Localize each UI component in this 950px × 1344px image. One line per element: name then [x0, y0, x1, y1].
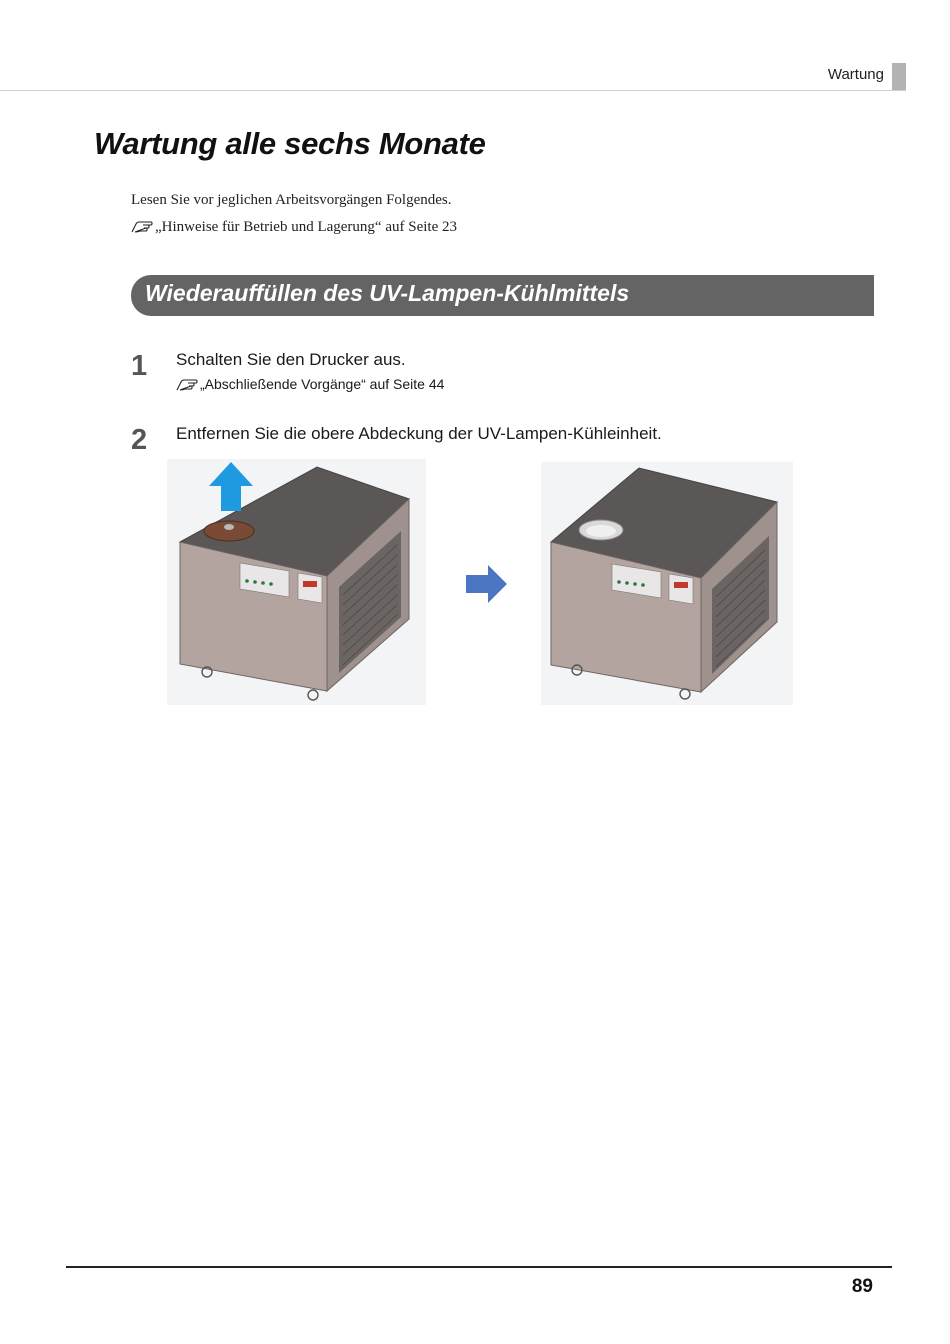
section-title: Wiederauffüllen des UV-Lampen-Kühlmittels: [145, 280, 630, 306]
step-number: 2: [131, 424, 148, 456]
footer-divider: [66, 1266, 892, 1268]
figure-chiller-open-port: [541, 462, 793, 710]
header-tab-marker: [892, 63, 906, 90]
intro-reference-text: „Hinweise für Betrieb und Lagerung“ auf Seite 23: [155, 219, 457, 235]
step-text: Schalten Sie den Drucker aus.: [176, 350, 406, 369]
pointing-hand-icon: [131, 216, 153, 243]
right-arrow-icon: [466, 565, 508, 608]
intro-block: [131, 187, 457, 243]
figure-chiller-cover-removal: [167, 459, 426, 710]
page-number: 89: [851, 1276, 873, 1297]
step-reference-text: „Abschließende Vorgänge“ auf Seite 44: [200, 376, 445, 392]
header-divider: [0, 90, 906, 91]
step-number: 1: [131, 350, 148, 382]
page-title: Wartung alle sechs Monate: [94, 126, 486, 161]
step-reference-link[interactable]: [176, 376, 444, 394]
running-header: Wartung: [827, 66, 884, 83]
intro-text: Lesen Sie vor jeglichen Arbeitsvorgängen Folgendes.: [131, 192, 452, 208]
step-text: Entfernen Sie die obere Abdeckung der UV-Lampen-Kühleinheit.: [176, 424, 662, 443]
pointing-hand-icon: [176, 378, 198, 394]
section-header: [131, 275, 874, 316]
intro-reference-link[interactable]: [131, 214, 457, 243]
